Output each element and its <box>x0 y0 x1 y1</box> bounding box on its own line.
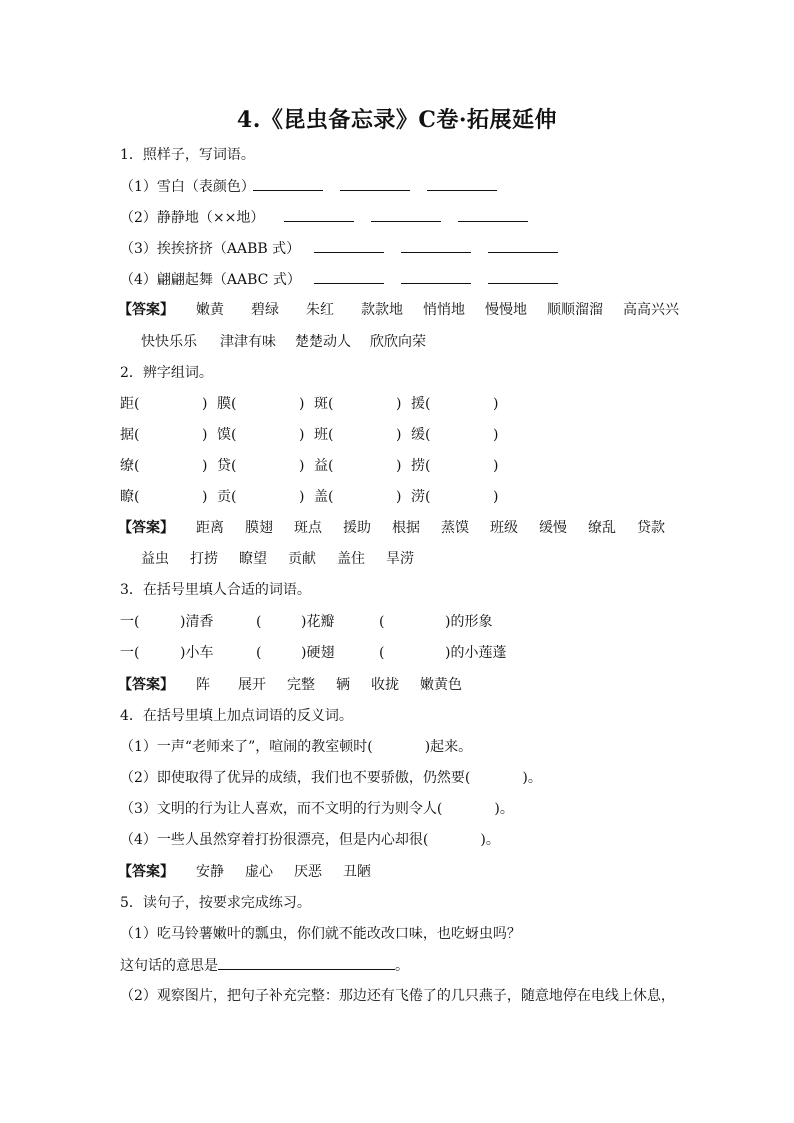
q4-text: （3）文明的行为让人喜欢，而不文明的行为则令人( <box>120 801 443 817</box>
q3-heading: 3．在括号里填人合适的词语。 <box>120 582 311 598</box>
answer-word: 贷款 <box>637 520 665 536</box>
q1-item-2-text: （2）静静地（××地） <box>120 210 265 226</box>
q3-open: ( <box>379 614 385 630</box>
answer-blank[interactable] <box>340 176 410 191</box>
q2-close: ) <box>493 427 499 443</box>
q1-item-1 <box>120 176 794 197</box>
q1-item-2 <box>120 207 794 228</box>
answer-word: 贡献 <box>288 551 316 567</box>
q2-close: ) <box>396 396 402 412</box>
answer-word: 慢慢地 <box>485 302 527 318</box>
answer-word: 班级 <box>490 520 518 536</box>
q5-item-1: （1）吃马铃薯嫩叶的瓢虫，你们就不能改改口味，也吃蚜虫吗？ <box>120 926 521 942</box>
q2-char: 班( <box>314 427 334 443</box>
q2-row-2 <box>120 425 794 445</box>
q2-answer-row-1 <box>118 518 794 538</box>
answer-blank[interactable] <box>284 207 354 222</box>
q2-close: ) <box>493 458 499 474</box>
q2-char: 益( <box>314 458 334 474</box>
answer-word: 虚心 <box>245 864 273 880</box>
q2-char: 缭( <box>120 458 140 474</box>
answer-word: 援助 <box>343 520 371 536</box>
answer-blank[interactable] <box>458 207 528 222</box>
answer-label: 【答案】 <box>118 864 174 880</box>
answer-word: 碧绿 <box>251 302 279 318</box>
q4-text: )。 <box>480 832 500 848</box>
answer-blank[interactable] <box>401 238 471 253</box>
answer-word: 益虫 <box>141 551 169 567</box>
q3-phrase: )的形象 <box>445 614 493 630</box>
q4-item-2 <box>120 768 794 788</box>
answer-word: 打捞 <box>190 551 218 567</box>
answer-label: 【答案】 <box>118 520 174 536</box>
page-title: 4.《昆虫备忘录》C卷·拓展延伸 <box>236 107 558 133</box>
q2-close: ) <box>299 427 305 443</box>
answer-blank[interactable] <box>314 238 384 253</box>
q4-heading: 4．在括号里填上加点词语的反义词。 <box>120 708 353 724</box>
q2-close: ) <box>299 489 305 505</box>
q5-heading: 5．读句子，按要求完成练习。 <box>120 895 311 911</box>
q2-close: ) <box>493 489 499 505</box>
q1-answer-row-1 <box>118 300 794 320</box>
q3-phrase: )清香 <box>180 614 214 630</box>
q4-item-1 <box>120 737 794 757</box>
q2-row-3 <box>120 456 794 476</box>
q2-row-4 <box>120 487 794 507</box>
q2-char: 贷( <box>217 458 237 474</box>
q1-answer-row-2 <box>141 332 794 352</box>
answer-word: 楚楚动人 <box>295 334 351 350</box>
answer-word: 厌恶 <box>294 864 322 880</box>
q1-item-3 <box>120 238 794 259</box>
answer-word: 款款地 <box>361 302 403 318</box>
q4-item-4 <box>120 830 794 850</box>
q2-char: 据( <box>120 427 140 443</box>
q2-answer-row-2 <box>141 549 794 569</box>
q2-char: 涝( <box>411 489 431 505</box>
answer-word: 快快乐乐 <box>141 334 197 350</box>
answer-word: 缓慢 <box>539 520 567 536</box>
q3-phrase: )的小莲蓬 <box>445 645 507 661</box>
q2-close: ) <box>299 396 305 412</box>
q3-open: ( <box>256 614 262 630</box>
q2-row-1 <box>120 394 794 414</box>
q2-close: ) <box>202 458 208 474</box>
answer-blank[interactable] <box>488 238 558 253</box>
answer-word: 膜翅 <box>245 520 273 536</box>
q5-prompt: 这句话的意思是 <box>120 958 218 974</box>
answer-blank[interactable] <box>401 269 471 284</box>
q1-item-4-text: （4）翩翩起舞（AABC 式） <box>120 272 301 288</box>
q2-char: 援( <box>411 396 431 412</box>
q3-open: 一( <box>120 645 140 661</box>
q2-char: 缓( <box>411 427 431 443</box>
q2-char: 捞( <box>411 458 431 474</box>
answer-word: 嫩黄 <box>196 302 224 318</box>
q3-open: 一( <box>120 614 140 630</box>
answer-word: 悄悄地 <box>423 302 465 318</box>
q4-text: （1）一声“老师来了”，喧闹的教室顿时( <box>120 739 373 755</box>
q3-answer-row <box>118 675 794 695</box>
answer-word: 完整 <box>287 677 315 693</box>
answer-word: 欣欣向荣 <box>370 334 426 350</box>
answer-word: 瞭望 <box>239 551 267 567</box>
answer-word: 朱红 <box>306 302 334 318</box>
answer-word: 丑陋 <box>343 864 371 880</box>
q3-row-1 <box>120 612 794 632</box>
answer-blank[interactable] <box>427 176 497 191</box>
q5-end: 。 <box>395 958 409 974</box>
q2-close: ) <box>202 427 208 443</box>
q2-heading: 2．辨字组词。 <box>120 365 213 381</box>
q2-close: ) <box>396 458 402 474</box>
q4-answer-row <box>118 862 794 882</box>
answer-word: 收拢 <box>371 677 399 693</box>
q3-open: ( <box>256 645 262 661</box>
q1-heading: 1．照样子，写词语。 <box>120 147 255 163</box>
q2-char: 贡( <box>217 489 237 505</box>
answer-blank[interactable] <box>488 269 558 284</box>
q4-text: )。 <box>494 801 514 817</box>
q2-close: ) <box>299 458 305 474</box>
q5-item-2: （2）观察图片，把句子补充完整：那边还有飞倦了的几只燕子，随意地停在电线上休息， <box>120 988 675 1004</box>
q4-text: （2）即使取得了优异的成绩，我们也不要骄傲，仍然要( <box>120 770 471 786</box>
q2-char: 瞭( <box>120 489 140 505</box>
answer-blank[interactable] <box>371 207 441 222</box>
answer-word: 展开 <box>238 677 266 693</box>
q4-text: )起来。 <box>424 739 473 755</box>
q3-phrase: )小车 <box>180 645 214 661</box>
answer-word: 顺顺溜溜 <box>547 302 603 318</box>
answer-word: 缭乱 <box>588 520 616 536</box>
q2-close: ) <box>396 427 402 443</box>
q2-char: 距( <box>120 396 140 412</box>
answer-label: 【答案】 <box>118 302 174 318</box>
answer-word: 斑点 <box>294 520 322 536</box>
q1-item-3-text: （3）挨挨挤挤（AABB 式） <box>120 241 301 257</box>
q2-close: ) <box>202 489 208 505</box>
answer-word: 距离 <box>196 520 224 536</box>
q2-char: 盖( <box>314 489 334 505</box>
q2-char: 斑( <box>314 396 334 412</box>
q3-phrase: )花瓣 <box>301 614 335 630</box>
answer-word: 阵 <box>196 677 210 693</box>
q2-close: ) <box>493 396 499 412</box>
answer-word: 安静 <box>196 864 224 880</box>
answer-word: 蒸馍 <box>441 520 469 536</box>
q3-open: ( <box>379 645 385 661</box>
answer-label: 【答案】 <box>118 677 174 693</box>
q4-text: )。 <box>522 770 542 786</box>
answer-word: 高高兴兴 <box>623 302 679 318</box>
answer-word: 辆 <box>336 677 350 693</box>
answer-blank[interactable] <box>314 269 384 284</box>
q4-item-3 <box>120 799 794 819</box>
q3-phrase: )硬翅 <box>301 645 335 661</box>
answer-word: 盖住 <box>337 551 365 567</box>
q1-item-4 <box>120 269 794 290</box>
q2-char: 馍( <box>217 427 237 443</box>
answer-blank[interactable] <box>218 955 395 970</box>
q2-char: 膜( <box>217 396 237 412</box>
q1-item-1-text: （1）雪白（表颜色） <box>120 179 255 195</box>
answer-blank[interactable] <box>253 176 323 191</box>
q2-close: ) <box>396 489 402 505</box>
answer-word: 津津有味 <box>220 334 276 350</box>
q4-text: （4）一些人虽然穿着打扮很漂亮，但是内心却很( <box>120 832 429 848</box>
q3-row-2 <box>120 643 794 663</box>
q5-item-1-answer-line <box>120 955 794 976</box>
answer-word: 嫩黄色 <box>420 677 462 693</box>
answer-word: 根据 <box>392 520 420 536</box>
answer-word: 旱涝 <box>386 551 414 567</box>
q2-close: ) <box>202 396 208 412</box>
